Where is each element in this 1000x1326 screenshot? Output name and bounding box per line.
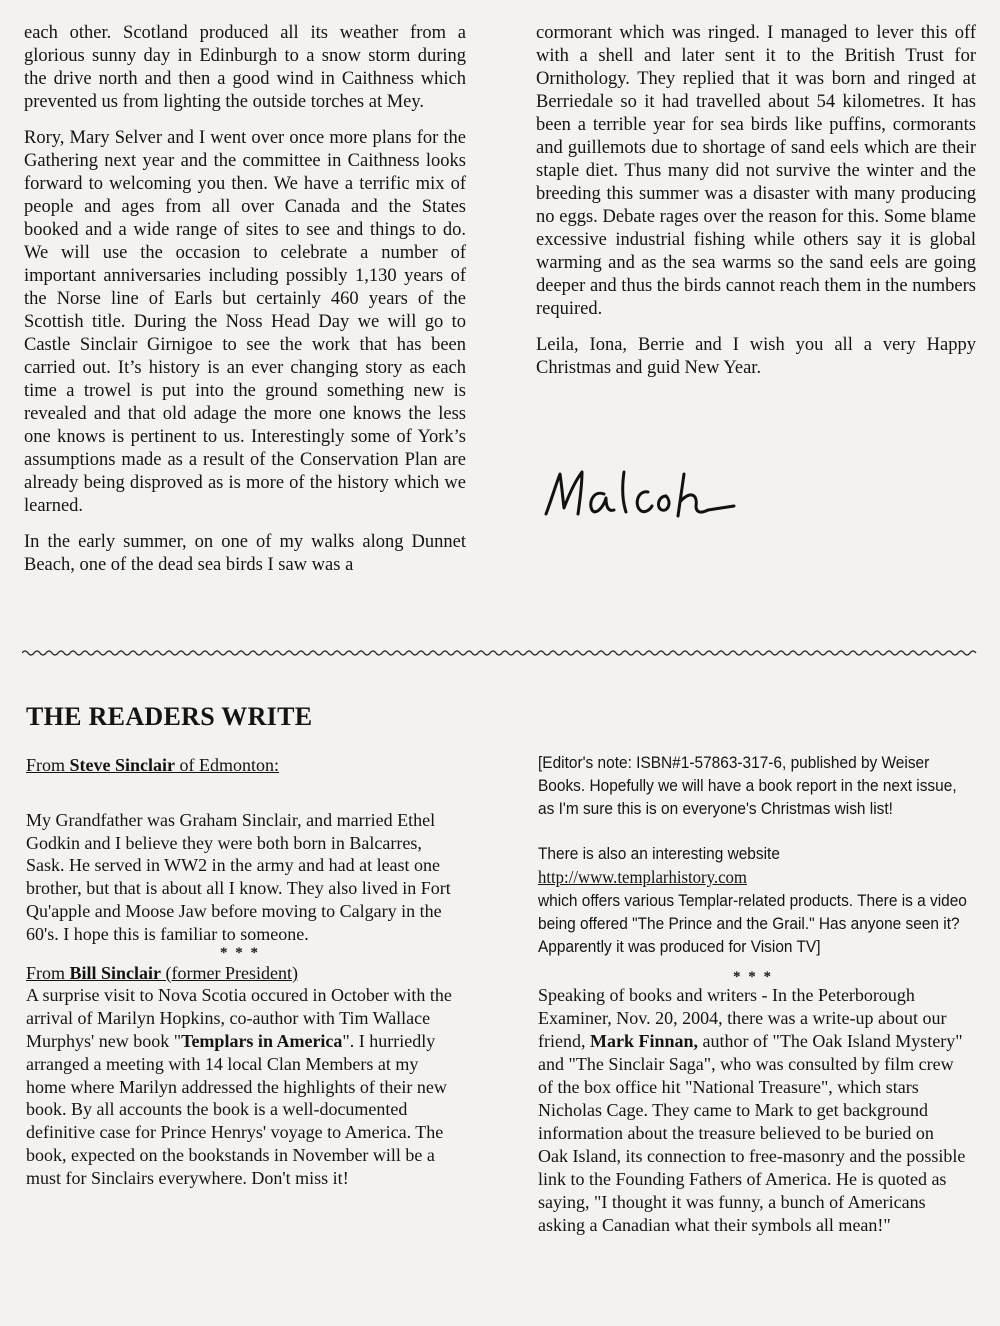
website-intro: There is also an interesting website: [538, 844, 780, 864]
letter1-from-line: From Steve Sinclair of Edmonton:: [26, 755, 280, 775]
readers-right-column: [538, 752, 978, 1237]
website-description: which offers various Templar-related products. There is a video being offered "The Prince and the Grail." Has anyone seen it? Apparently it was produced for Vision TV]: [538, 890, 967, 956]
website-link[interactable]: http://www.templarhistory.com: [538, 867, 747, 888]
right-column: [536, 22, 976, 393]
paragraph-cormorant: cormorant which was ringed. I managed to lever this off with a shell and later sent it to the British Trust for Ornithology. They replied that it was born and ringed at Berriedale so it had travelled about 54 kilometres. It has been a terrible year for sea birds like puffins, cormorants and guillemots due to shortage of sand eels which are their staple diet. Thus many did not survive the winter and the breeding this summer was a disaster with many producing no eggs. Debate rages over the reason for this. Some blame excessive industrial fishing while others say it is global warming and as the sea warms so the sand eels are going deeper and thus the birds cannot reach them in the numbers required.: [536, 23, 976, 319]
separator-stars: * * *: [220, 944, 260, 961]
finnan-block: [538, 970, 968, 1237]
letter2-from-line: From Bill Sinclair (former President): [26, 962, 298, 983]
paragraph-summer-walk: In the early summer, on one of my walks along Dunnet Beach, one of the dead sea birds I saw was a: [24, 532, 466, 575]
editors-note: [Editor's note: ISBN#1-57863-317-6, published by Weiser Books. Hopefully we will have a book report in the next issue, as I'm sure this is on everyone's Christmas wish list!: [538, 753, 957, 818]
book-title: Templars in America: [181, 1030, 343, 1051]
wavy-divider-line: [22, 646, 978, 660]
handwritten-signature: [538, 462, 738, 532]
letter2-author: Bill Sinclair: [69, 962, 162, 983]
paragraph-christmas-wishes: Leila, Iona, Berrie and I wish you all a very Happy Christmas and guid New Year.: [536, 335, 976, 378]
letter2-body: A surprise visit to Nova Scotia occured in October with the arrival of Marilyn Hopkins, co-author with Tim Wallace Murphys' new book "Templars in America". I hurriedly arranged a meeting with 14 local Clan Members at my home where Marilyn addressed the highlights of their new book. By all accounts the book is a well-documented definitive case for Prince Henrys' voyage to America. The book, expected on the bookstands in November will be a must for Sinclairs everywhere. Don't miss it!: [26, 985, 452, 1188]
readers-left-column: [26, 754, 454, 1190]
finnan-paragraph: Speaking of books and writers - In the Peterborough Examiner, Nov. 20, 2004, there was a write-up about our friend, Mark Finnan, author of "The Oak Island Mystery" and "The Sinclair Saga", who was consulted by film crew of the box office hit "National Treasure", which stars Nicholas Cage. They came to Mark to get background information about the treasure believed to be buried on Oak Island, its connection to free-masonry and the possible link to the Founding Fathers of America. He is quoted as saying, "I thought it was funny, a bunch of Americans asking a Canadian what their symbols all mean!": [538, 985, 966, 1236]
letter1-author: Steve Sinclair: [69, 755, 176, 775]
letter1-body: My Grandfather was Graham Sinclair, and married Ethel Godkin and I believe they were both born in Balcarres, Sask. He served in WW2 in the army and had at least one brother, but that is about all I know. They also lived in Fort Qu'apple and Moose Jaw before moving to Calgary in the 60's. I hope this is familiar to someone.: [26, 809, 451, 944]
paragraph-gathering: Rory, Mary Selver and I went over once more plans for the Gathering next year and the committee in Caithness looks forward to welcoming you then. We have a terrific mix of people and ages from all over Canada and the States booked and a wide range of sites to see and things to do. We will use the occasion to celebrate a number of important anniversaries including possibly 1,130 years of the Norse line of Earls but certainly 460 years of the Scottish title. During the Noss Head Day we will go to Castle Sinclair Girnigoe to see the work that has been carried out. It’s history is an ever changing story as each time a trowel is put into the ground something new is revealed and that old adage the more one knows the less one knows is pertinent to us. Interestingly some of York’s assumptions made as a result of the Conservation Plan are already being disproved as is more of the history which we learned.: [24, 128, 466, 516]
editors-note-block: [538, 752, 975, 958]
section-heading: THE READERS WRITE: [26, 702, 313, 731]
separator-stars-2: * * *: [733, 969, 773, 986]
left-column: [24, 22, 466, 590]
finnan-name: Mark Finnan,: [589, 1031, 699, 1052]
paragraph-weather: each other. Scotland produced all its weather from a glorious sunny day in Edinburgh to a snow storm during the drive north and then a good wind in Caithness which prevented us from lighting the outside torches at Mey.: [24, 23, 466, 112]
